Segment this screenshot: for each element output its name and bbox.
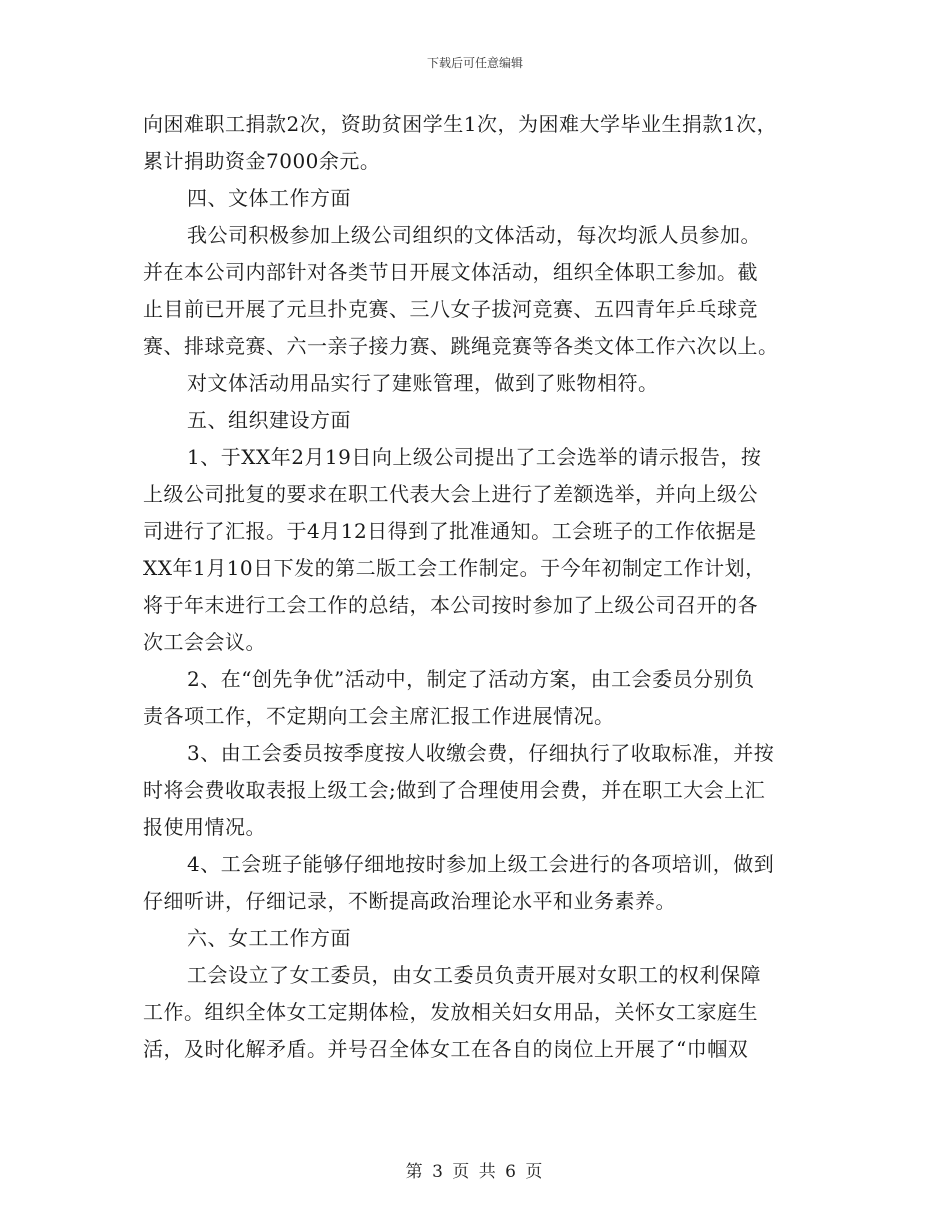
body-line: 对文体活动用品实行了建账管理，做到了账物相符。	[187, 371, 659, 395]
body-line: 报使用情况。	[143, 815, 266, 839]
body-line: 上级公司批复的要求在职工代表大会上进行了差额选举，并向上级公	[143, 482, 758, 506]
section-heading: 五、组织建设方面	[187, 408, 351, 432]
body-line: 工会设立了女工委员，由女工委员负责开展对女职工的权利保障	[187, 963, 761, 987]
body-line: 司进行了汇报。于4月12日得到了批准通知。工会班子的工作依据是	[143, 519, 757, 543]
body-line: XX年1月10日下发的第二版工会工作制定。于今年初制定工作计划，	[143, 556, 766, 580]
body-line: 时将会费收取表报上级工会;做到了合理使用会费，并在职工大会上汇	[143, 778, 766, 802]
document-body	[143, 106, 813, 1068]
body-line: 赛、排球竞赛、六一亲子接力赛、跳绳竞赛等各类文体工作六次以上。	[143, 334, 779, 358]
body-line: 向困难职工捐款2次，资助贫困学生1次，为困难大学毕业生捐款1次，	[143, 112, 778, 136]
body-line: 2、在“创先争优”活动中，制定了活动方案，由工会委员分别负	[187, 667, 755, 691]
page-number-footer: 第 3 页 共 6 页	[405, 1162, 545, 1182]
body-line: 止目前已开展了元旦扑克赛、三八女子拔河竞赛、五四青年乒乓球竞	[143, 297, 758, 321]
page-header: 下载后可任意编辑	[426, 56, 523, 70]
body-line: 1、于XX年2月19日向上级公司提出了工会选举的请示报告，按	[187, 445, 762, 469]
body-line: 将于年末进行工会工作的总结，本公司按时参加了上级公司召开的各	[143, 593, 758, 617]
section-heading: 六、女工工作方面	[187, 926, 351, 950]
section-heading: 四、文体工作方面	[187, 186, 351, 210]
body-line: 责各项工作，不定期向工会主席汇报工作进展情况。	[143, 704, 615, 728]
body-line: 3、由工会委员按季度按人收缴会费，仔细执行了收取标准，并按	[187, 741, 775, 765]
body-line: 累计捐助资金7000余元。	[143, 149, 381, 173]
body-line: 仔细听讲，仔细记录，不断提高政治理论水平和业务素养。	[143, 889, 676, 913]
body-line: 4、工会班子能够仔细地按时参加上级工会进行的各项培训，做到	[187, 852, 775, 876]
body-line: 并在本公司内部针对各类节日开展文体活动，组织全体职工参加。截	[143, 260, 758, 284]
body-line: 工作。组织全体女工定期体检，发放相关妇女用品，关怀女工家庭生	[143, 1000, 758, 1024]
body-line: 活，及时化解矛盾。并号召全体女工在各自的岗位上开展了“巾帼双	[143, 1037, 749, 1061]
body-line: 我公司积极参加上级公司组织的文体活动，每次均派人员参加。	[187, 223, 761, 247]
body-line: 次工会会议。	[143, 630, 266, 654]
